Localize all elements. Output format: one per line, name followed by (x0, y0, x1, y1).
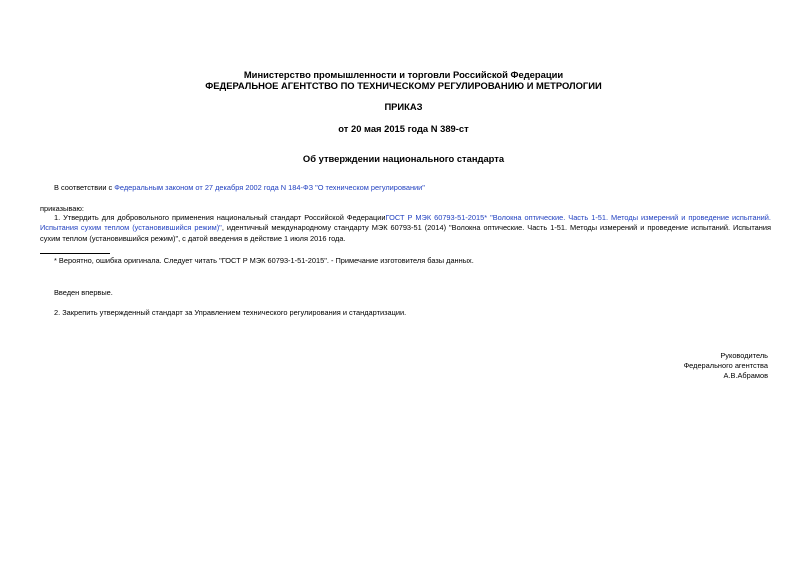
signature-organization: Федерального агентства (683, 361, 768, 370)
document-date-number: от 20 мая 2015 года N 389-ст (338, 123, 469, 134)
introduced-note: Введен впервые. (54, 288, 113, 297)
footnote-divider (40, 253, 110, 254)
federal-law-link[interactable]: Федеральным законом от 27 декабря 2002 года N 184-ФЗ "О техническом регулировании" (114, 183, 425, 192)
item1-text-b: , идентичный международному стандарту МЭК 60793-51 (2014) "Волокна оптические. Часть 1-51. Методы измерений и проведение испытаний. Испытания сухим теплом (установившийся режим)", с датой введения в действие 1 июля 2016 года. (40, 223, 771, 243)
order-item-1 (40, 213, 771, 244)
preamble-prefix: В соответствии с (54, 183, 115, 192)
signature-name: А.В.Абрамов (723, 371, 768, 380)
item1-text-a: 1. Утвердить для добровольного применения национальный стандарт Российской Федерации (54, 213, 386, 222)
document-subject: Об утверждении национального стандарта (302, 153, 505, 164)
standard-title-link[interactable]: "Волокна оптические. Часть 1-51. Методы измерений и проведение испытаний. Испытания сухим теплом (установившийся режим)" (40, 213, 771, 233)
agency-title: ФЕДЕРАЛЬНОЕ АГЕНТСТВО ПО ТЕХНИЧЕСКОМУ РЕГУЛИРОВАНИЮ И МЕТРОЛОГИИ (205, 80, 602, 91)
gost-link[interactable]: ГОСТ Р МЭК 60793-51-2015* (385, 213, 488, 222)
footnote: * Вероятно, ошибка оригинала. Следует читать "ГОСТ Р МЭК 60793-1-51-2015". - Примечание изготовителя базы данных. (54, 256, 474, 265)
ministry-title: Министерство промышленности и торговли Российской Федерации (243, 69, 564, 80)
signature-position: Руководитель (720, 351, 768, 360)
order-word: приказываю: (40, 204, 84, 213)
order-item-2: 2. Закрепить утвержденный стандарт за Управлением технического регулирования и стандартизации. (54, 308, 407, 317)
document-type: ПРИКАЗ (384, 101, 423, 112)
preamble (54, 183, 425, 193)
